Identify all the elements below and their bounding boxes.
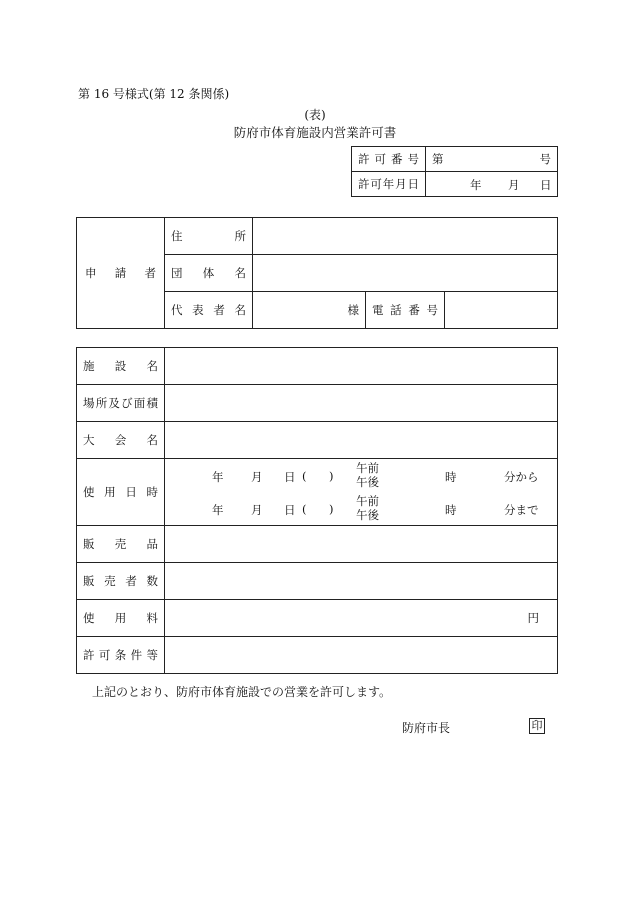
details-table [76,347,558,674]
end-paren-open: ( [302,502,307,516]
permit-date-field [426,172,558,197]
address-label: 住所 [165,218,253,255]
end-year: 年 [212,503,224,517]
facility-field [165,348,558,385]
representative-field [253,292,366,329]
usage-datetime-label: 使用日時 [77,459,165,526]
official-seal: 印 [529,718,545,734]
permit-number-prefix: 第 [432,152,444,166]
permit-date-day: 日 [540,178,552,192]
organization-field [253,255,558,292]
start-minute-from: 分から [504,470,539,484]
permit-date-label: 許可年月日 [352,172,426,197]
permit-date-month: 月 [508,178,520,192]
datetime-start-row [165,459,557,492]
location-area-label: 場所及び面積 [77,385,165,422]
sellers-count-label: 販売者数 [77,563,165,600]
page-side-label: (表) [304,108,326,122]
applicant-table [76,217,558,329]
representative-label: 代表者名 [165,292,253,329]
start-year: 年 [212,470,224,484]
facility-label: 施設名 [77,348,165,385]
applicant-label: 申請者 [77,218,165,329]
permit-number-field [426,147,558,172]
end-day: 日 [284,503,296,517]
representative-honorific: 様 [347,303,359,317]
usage-fee-field [165,600,558,637]
address-field [253,218,558,255]
usage-datetime-field [165,459,558,526]
end-paren-close: ) [329,502,334,516]
mayor-signature-label: 防府市長 [402,721,451,735]
approval-statement: 上記のとおり、防府市体育施設での営業を許可します。 [92,685,392,699]
permit-date-year: 年 [470,178,482,192]
event-name-label: 大会名 [77,422,165,459]
end-ampm: 午前 午後 [356,494,379,522]
permit-number-suffix: 号 [539,152,551,166]
start-day: 日 [284,470,296,484]
conditions-field [165,637,558,674]
sellers-count-field [165,563,558,600]
location-area-field [165,385,558,422]
start-month: 月 [251,470,263,484]
start-paren-close: ) [329,469,334,483]
phone-field [445,292,558,329]
goods-label: 販売品 [77,526,165,563]
conditions-label: 許可条件等 [77,637,165,674]
form-number: 第 16 号様式(第 12 条関係) [78,87,230,101]
end-month: 月 [251,503,263,517]
permit-number-label: 許 可 番 号 [352,147,426,172]
datetime-end-row [165,492,557,525]
event-name-field [165,422,558,459]
end-hour: 時 [445,503,457,517]
usage-fee-label: 使用料 [77,600,165,637]
start-hour: 時 [445,470,457,484]
start-paren-open: ( [302,469,307,483]
goods-field [165,526,558,563]
document-title: 防府市体育施設内営業許可書 [233,125,397,140]
phone-label: 電話番号 [366,292,445,329]
permit-number-table [351,146,558,197]
end-minute-to: 分まで [504,503,539,517]
start-ampm: 午前 午後 [356,461,379,489]
usage-fee-unit: 円 [527,611,539,625]
organization-label: 団体名 [165,255,253,292]
